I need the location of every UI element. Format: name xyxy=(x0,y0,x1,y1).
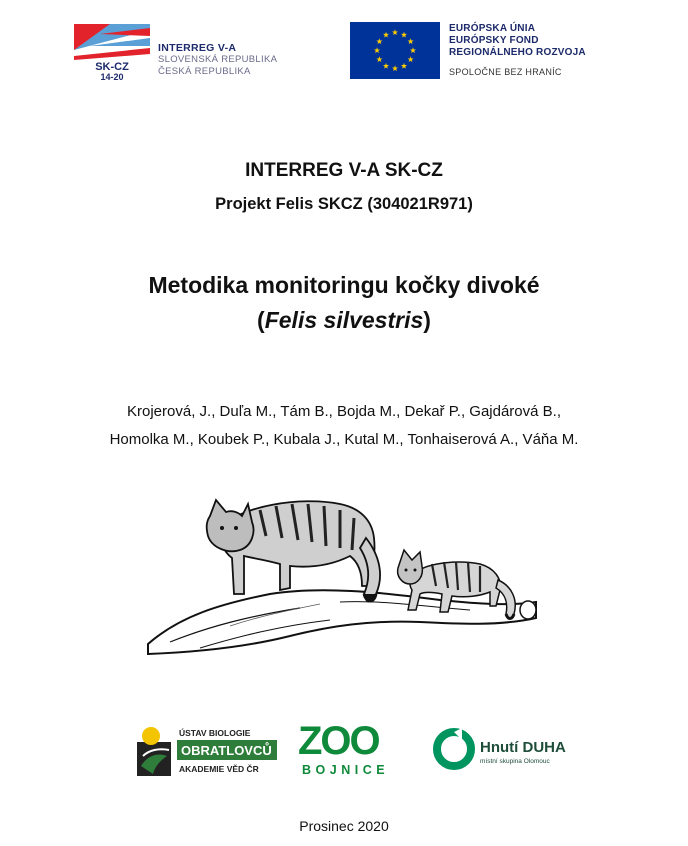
eu-star-icon xyxy=(392,29,398,35)
eu-star-icon xyxy=(408,56,414,62)
zoo-logo-icon xyxy=(298,718,414,778)
species-latin: Felis silvestris xyxy=(264,307,424,333)
eu-motto: SPOLOČNE BEZ HRANÍC xyxy=(449,67,562,77)
eu-star-icon xyxy=(401,32,407,38)
eu-star-icon xyxy=(401,63,407,69)
eu-star-icon xyxy=(392,65,398,71)
hnuti-duha-logo xyxy=(432,726,592,772)
ubo-logo xyxy=(137,726,277,780)
zoo-word: ZOO xyxy=(298,719,379,763)
interreg-badge-text: SK-CZ xyxy=(95,61,129,73)
eu-line2: EURÓPSKY FOND xyxy=(449,35,539,46)
zoo-sub: BOJNICE xyxy=(302,763,390,777)
eu-star-icon xyxy=(376,56,382,62)
species-name xyxy=(0,307,688,334)
ubo-line2: OBRATLOVCŮ xyxy=(181,743,272,758)
interreg-line2: SLOVENSKÁ REPUBLIKA xyxy=(158,54,278,65)
eu-star-icon xyxy=(376,38,382,44)
ubo-logo-icon xyxy=(137,726,277,780)
eu-star-icon xyxy=(383,32,389,38)
eu-star-icon xyxy=(383,63,389,69)
duha-sub: místní skupina Olomouc xyxy=(480,758,550,765)
eu-fund-text xyxy=(449,23,586,59)
authors-line2: Homolka M., Koubek P., Kubala J., Kutal M., Tonhaiserová A., Váňa M. xyxy=(109,431,579,448)
project-title: Projekt Felis SKCZ (304021R971) xyxy=(215,195,473,213)
eu-star-icon xyxy=(374,47,380,53)
zoo-bojnice-logo xyxy=(298,718,414,778)
duha-name: Hnutí DUHA xyxy=(480,739,566,756)
wildcat-illustration xyxy=(140,476,540,656)
document-title: Metodika monitoringu kočky divoké xyxy=(148,272,540,298)
eu-star-icon xyxy=(410,47,416,53)
publication-date: Prosinec 2020 xyxy=(299,818,389,834)
paren-close: ) xyxy=(423,307,431,333)
wildcats-on-log-icon xyxy=(140,476,540,656)
program-title: INTERREG V-A SK-CZ xyxy=(245,160,443,181)
interreg-line3: ČESKÁ REPUBLIKA xyxy=(158,66,251,77)
interreg-line1: INTERREG V-A xyxy=(158,42,237,54)
eu-star-icon xyxy=(408,38,414,44)
eu-line1: EURÓPSKA ÚNIA xyxy=(449,23,536,34)
paren-open: ( xyxy=(257,307,265,333)
ubo-line3: AKADEMIE VĚD ČR xyxy=(179,764,259,774)
interreg-badge-years: 14-20 xyxy=(100,72,124,82)
eu-flag-icon xyxy=(350,22,440,79)
interreg-text xyxy=(158,42,277,78)
authors-line1: Krojerová, J., Duľa M., Tám B., Bojda M., Dekař P., Gajdárová B., xyxy=(127,403,561,420)
eu-line3: REGIONÁLNEHO ROZVOJA xyxy=(449,47,586,58)
duha-logo-icon xyxy=(432,726,592,772)
ubo-line1: ÚSTAV BIOLOGIE xyxy=(179,728,251,738)
interreg-badge-icon xyxy=(70,20,156,82)
